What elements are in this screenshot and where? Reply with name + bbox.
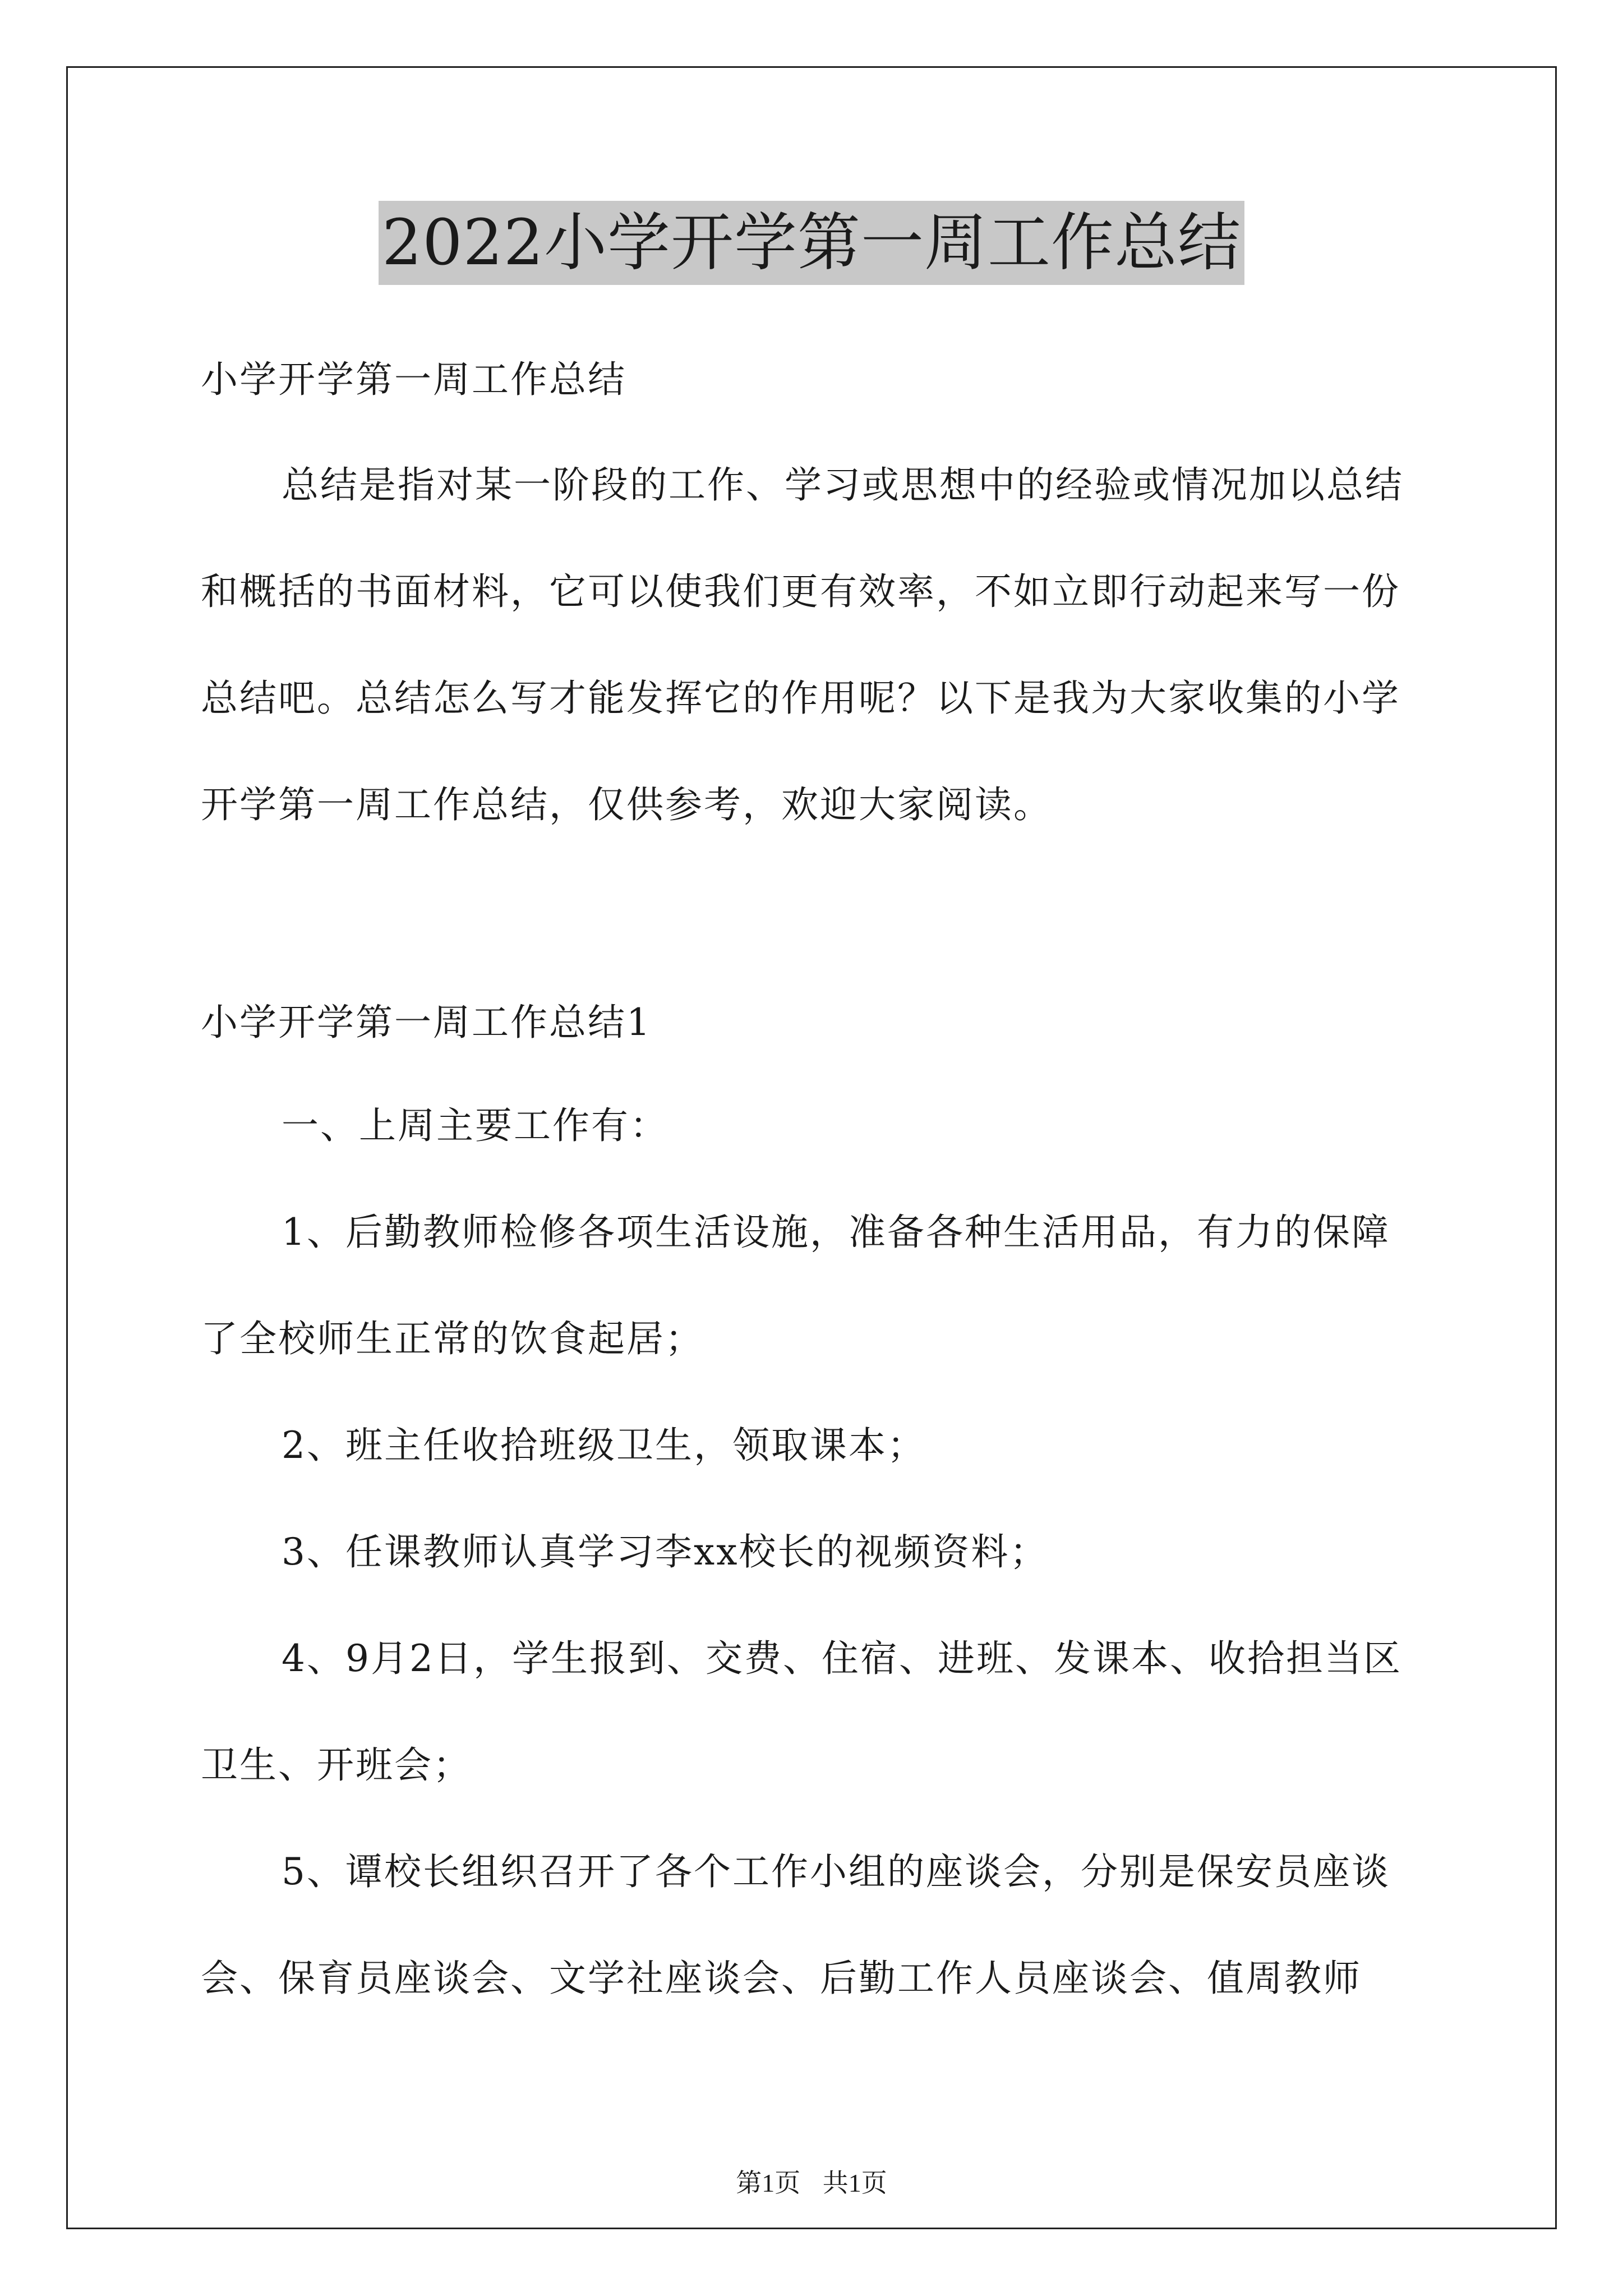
list-item: 3、任课教师认真学习李xx校长的视频资料；: [282, 1530, 1049, 1573]
list-item: 1、后勤教师检修各项生活设施，准备各种生活用品，有力的保障了全校师生正常的饮食起居；: [201, 1211, 1390, 1360]
document-title: [0, 201, 1623, 285]
intro-paragraph: 总结是指对某一阶段的工作、学习或思想中的经验或情况加以总结和概括的书面材料，它可以使我们更有效率，不如立即行动起来写一份总结吧。总结怎么写才能发挥它的作用呢？以下是我为大家收集的小学开学第一周工作总结，仅供参考，欢迎大家阅读。: [201, 463, 1404, 826]
document-subtitle: 小学开学第一周工作总结: [201, 358, 626, 401]
list-item: 5、谭校长组织召开了各个工作小组的座谈会，分别是保安员座谈会、保育员座谈会、文学社座谈会、后勤工作人员座谈会、值周教师: [201, 1850, 1390, 2000]
page-footer: [0, 2166, 1623, 2200]
document-title-text: 2022小学开学第一周工作总结: [379, 201, 1244, 285]
section-heading: 小学开学第一周工作总结1: [201, 1001, 652, 1044]
section-body: [201, 1073, 1423, 2032]
list-item: 4、9月2日，学生报到、交费、住宿、进班、发课本、收拾担当区卫生、开班会；: [201, 1637, 1402, 1787]
page-number: 第1页: [736, 2169, 801, 2197]
section-intro: 一、上周主要工作有：: [282, 1104, 668, 1147]
page-total: 共1页: [822, 2169, 887, 2197]
list-item: 2、班主任收拾班级卫生，领取课本；: [282, 1424, 926, 1467]
